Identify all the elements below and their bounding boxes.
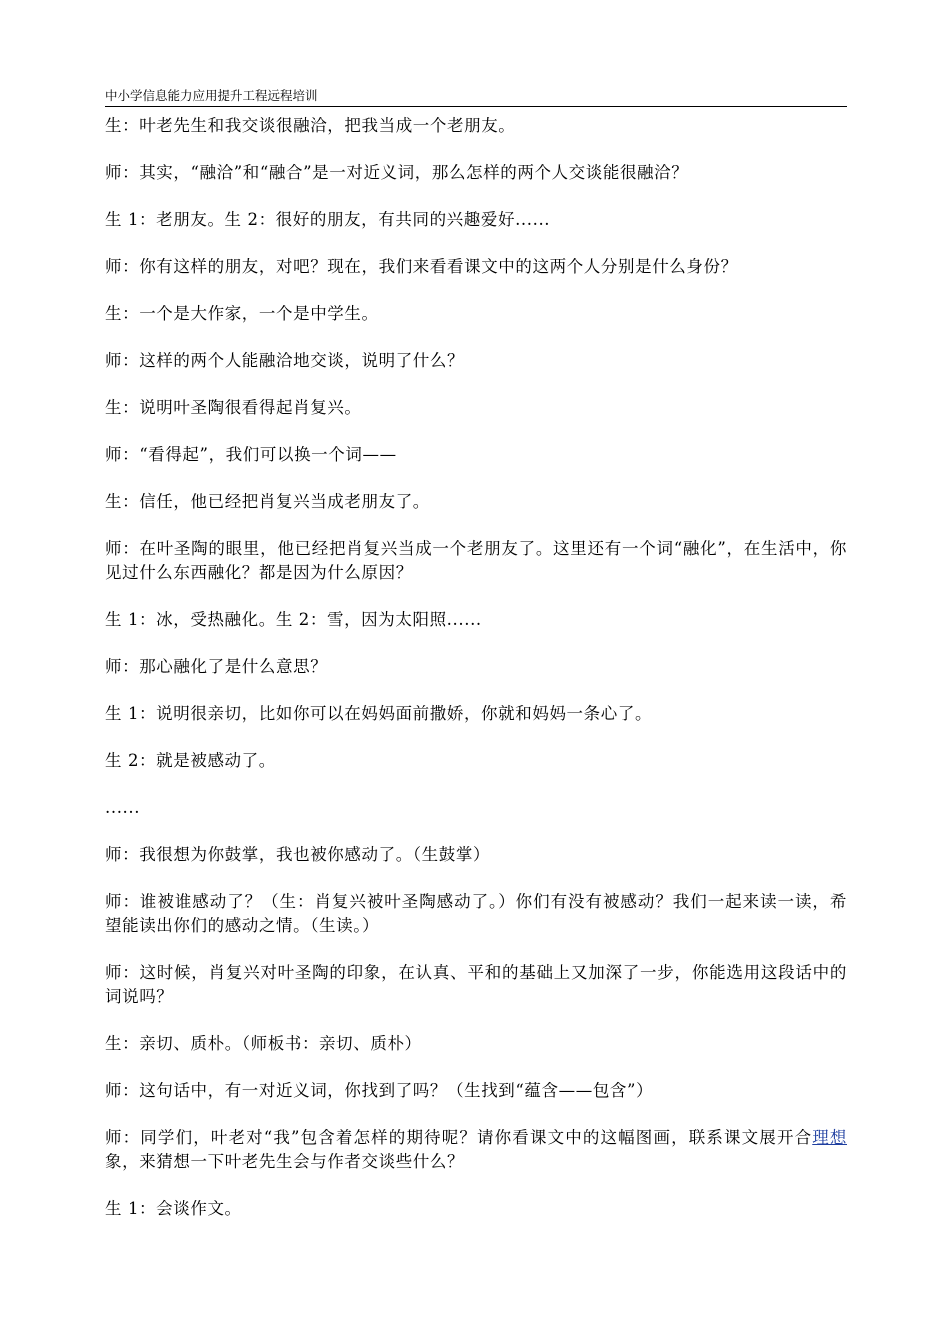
paragraph: 生：一个是大作家，一个是中学生。: [105, 304, 379, 323]
paragraph: 生 1：会谈作文。: [105, 1199, 242, 1218]
paragraph: 师：你有这样的朋友，对吧？现在，我们来看看课文中的这两个人分别是什么身份？: [105, 257, 738, 276]
paragraph: 师：其实，“融洽”和“融合”是一对近义词，那么怎样的两个人交谈能很融洽？: [105, 163, 689, 182]
paragraph: 师：这时候，肖复兴对叶圣陶的印象，在认真、平和的基础上又加深了一步，你能选用这段话中的词说吗？: [105, 963, 847, 1006]
paragraph: 生 1：冰，受热融化。生 2：雪，因为太阳照......: [105, 610, 482, 629]
paragraph: 生：信任，他已经把肖复兴当成老朋友了。: [105, 492, 430, 511]
paragraph: 师：这句话中，有一对近义词，你找到了吗？（生找到“蕴含——包含”）: [105, 1081, 654, 1100]
paragraph: 生：亲切、质朴。（师板书：亲切、质朴）: [105, 1034, 422, 1053]
document-page: [105, 0, 847, 1344]
paragraph: 生：叶老先生和我交谈很融洽，把我当成一个老朋友。: [105, 116, 516, 135]
paragraph: 师：我很想为你鼓掌，我也被你感动了。（生鼓掌）: [105, 845, 491, 864]
paragraph: 师：谁被谁感动了？（生：肖复兴被叶圣陶感动了。）你们有没有被感动？我们一起来读一读，希望能读出你们的感动之情。（生读。）: [105, 892, 847, 935]
page-header: 中小学信息能力应用提升工程远程培训: [105, 88, 847, 107]
paragraph-text: 师：同学们，叶老对“我”包含着怎样的期待呢？请你看课文中的这幅图画，联系课文展开合: [105, 1128, 813, 1147]
paragraph: 生：说明叶圣陶很看得起肖复兴。: [105, 398, 362, 417]
paragraph: 生 2：就是被感动了。: [105, 751, 276, 770]
paragraph: 生 1：说明很亲切，比如你可以在妈妈面前撒娇，你就和妈妈一条心了。: [105, 704, 653, 723]
paragraph: ......: [105, 798, 141, 817]
hyperlink[interactable]: 理想: [812, 1128, 847, 1147]
paragraph: 师：“看得起”，我们可以换一个词——: [105, 445, 397, 464]
paragraph-text: 象，来猜想一下叶老先生会与作者交谈些什么？: [105, 1152, 465, 1171]
paragraph: 师：那心融化了是什么意思？: [105, 657, 328, 676]
paragraph: 生 1：老朋友。生 2：很好的朋友，有共同的兴趣爱好......: [105, 210, 551, 229]
document-body: [105, 114, 847, 1221]
paragraph: [105, 1126, 847, 1174]
paragraph: 师：在叶圣陶的眼里，他已经把肖复兴当成一个老朋友了。这里还有一个词“融化”，在生活中，你见过什么东西融化？都是因为什么原因？: [105, 539, 847, 582]
paragraph: 师：这样的两个人能融洽地交谈，说明了什么？: [105, 351, 465, 370]
